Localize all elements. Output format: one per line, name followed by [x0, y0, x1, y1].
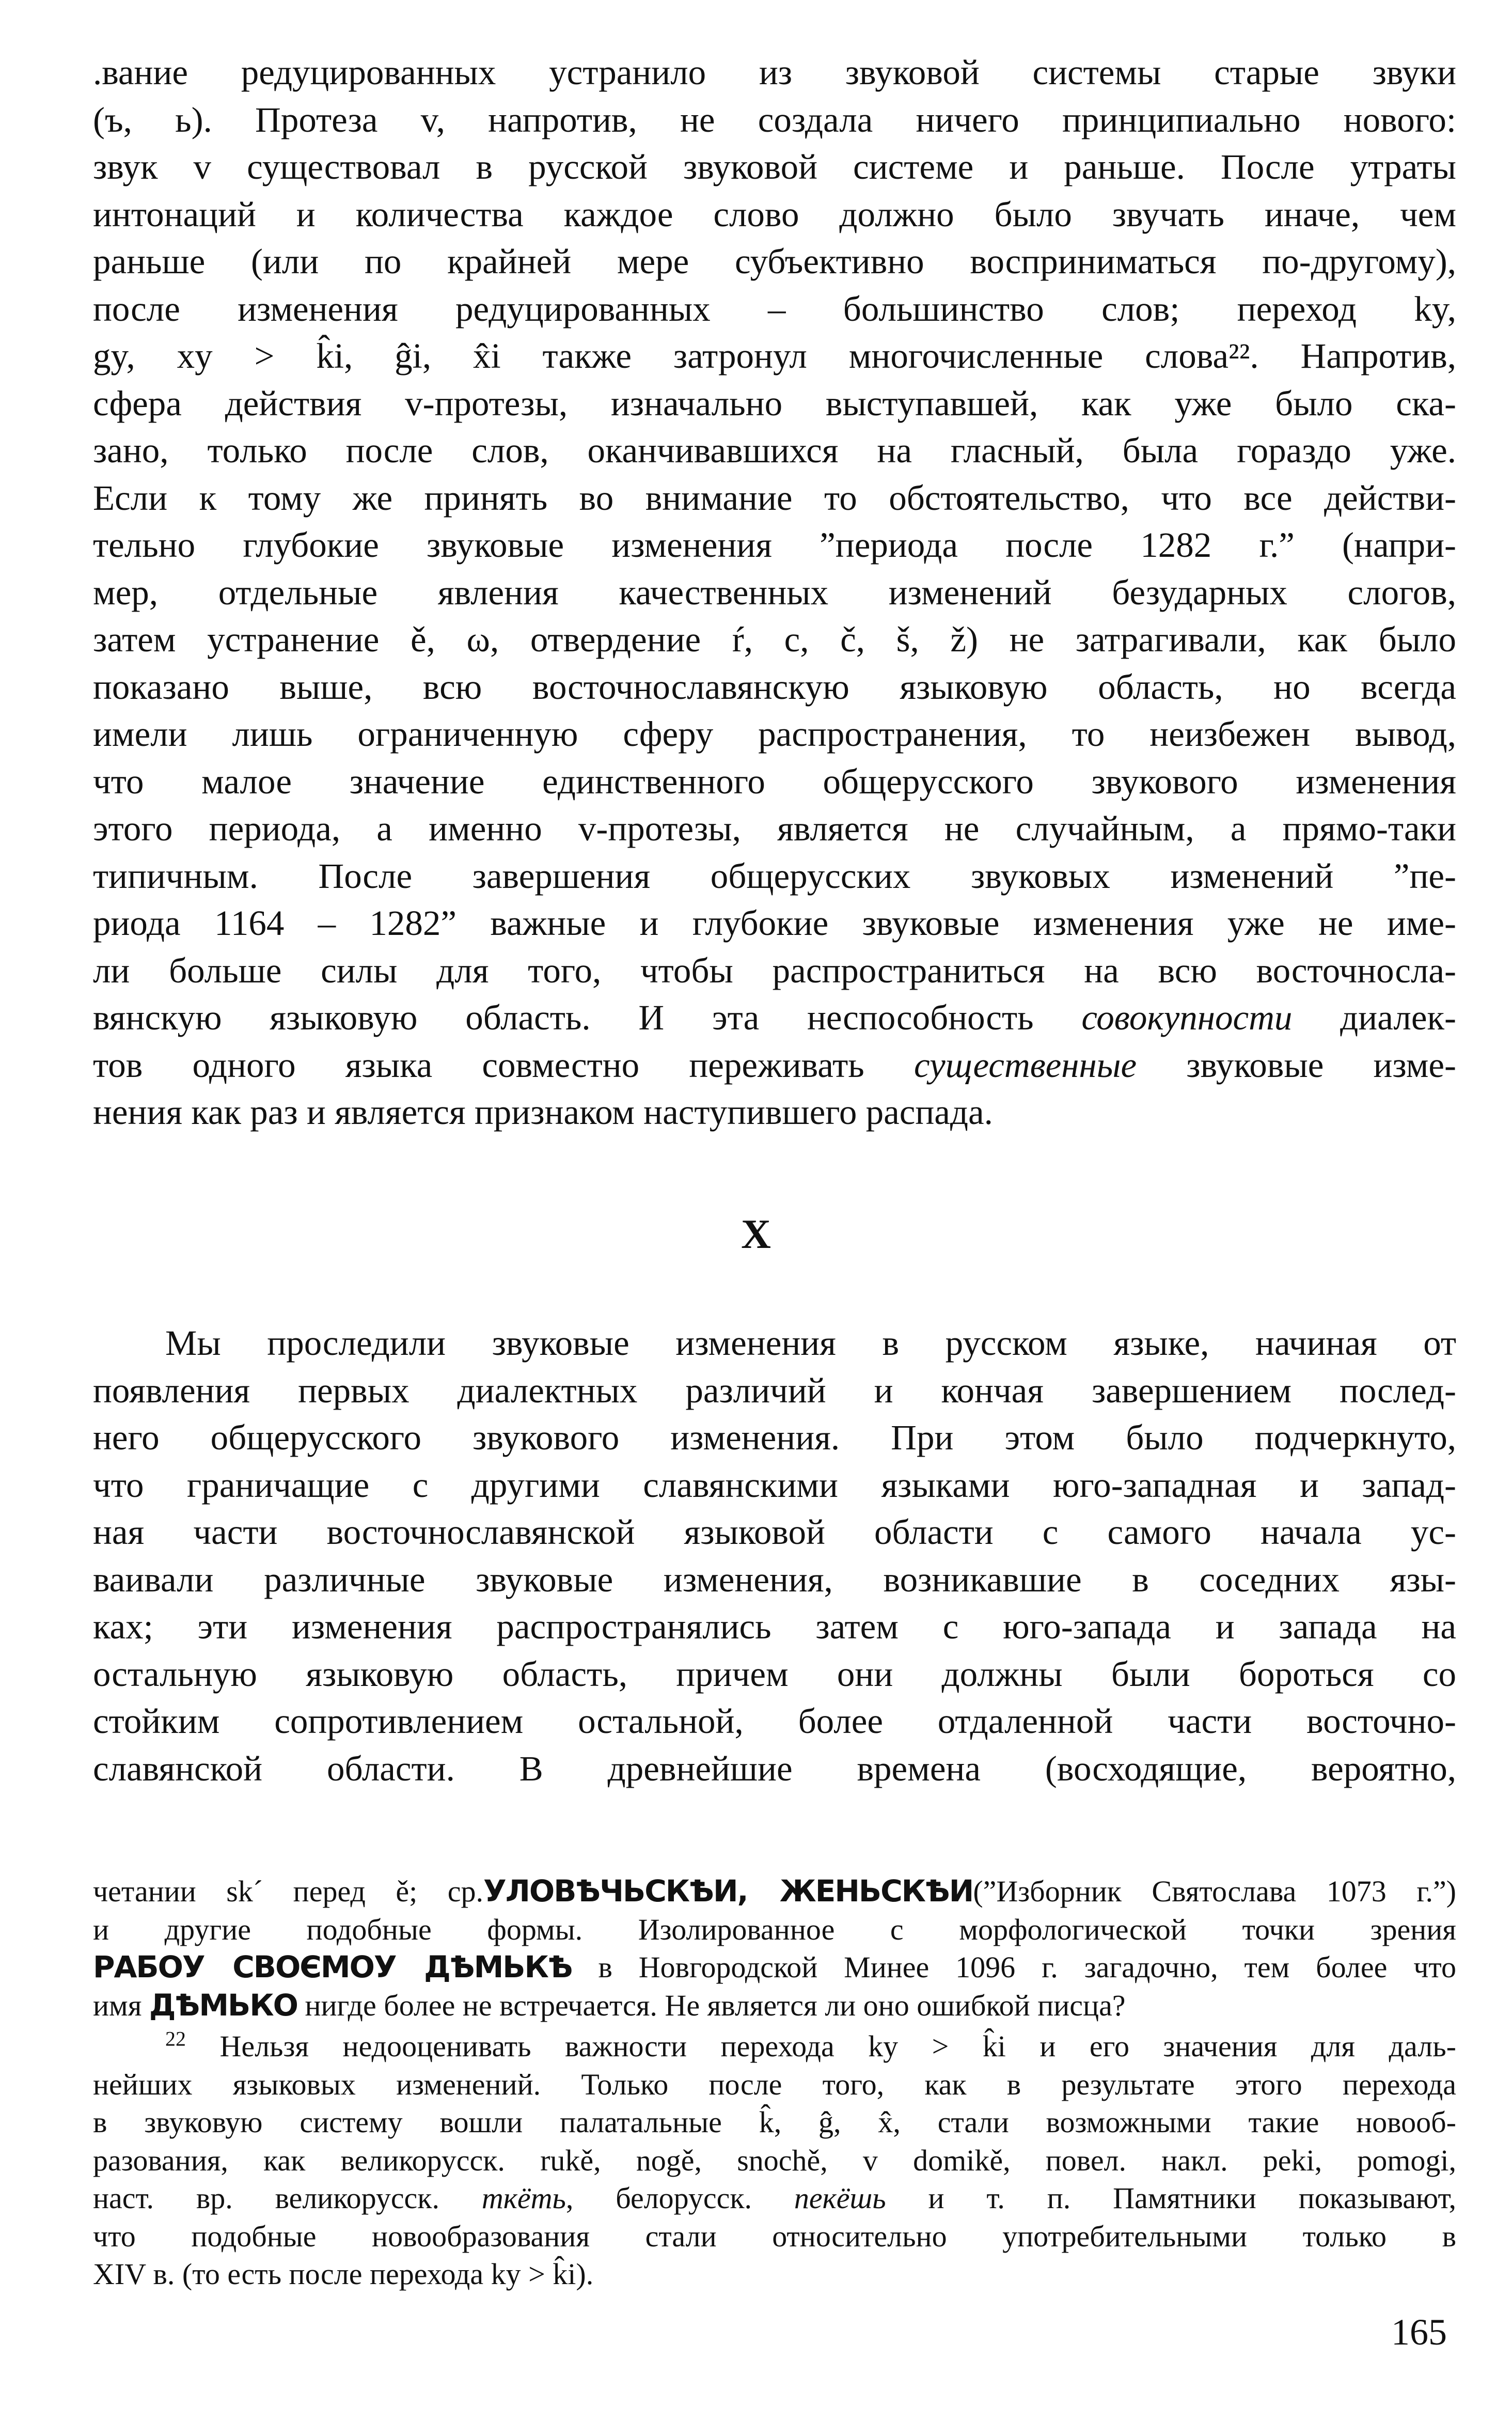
text-line: ках; эти изменения распространялись затем с юго-запада и запада на	[93, 1607, 1456, 1646]
page-number: 165	[1391, 2311, 1447, 2353]
text-line	[93, 994, 1456, 1042]
text-line: ная части восточнославянской языковой области с самого начала ус-	[93, 1512, 1456, 1552]
footnote-line	[93, 2027, 1456, 2066]
text-line: появления первых диалектных различий и кончая завершением послед-	[93, 1370, 1456, 1410]
text-run: тов одного языка совместно переживать	[93, 1045, 914, 1085]
text-line: остальную языковую область, причем они должны были бороться со	[93, 1654, 1456, 1694]
text-line: .вание редуцированных устранило из звуковой системы старые звуки	[93, 53, 1456, 92]
text-line: типичным. После завершения общерусских звуковых изменений ”пе-	[93, 856, 1456, 896]
italic-term: пекёшь	[794, 2181, 886, 2215]
footnote-line	[93, 1872, 1456, 1911]
text-line	[93, 1042, 1456, 1089]
paragraph-bottom	[93, 1320, 1456, 1792]
text-line: показано выше, всю восточнославянскую языковую область, но всегда	[93, 667, 1456, 707]
church-slavonic-citation: ДѢМЬКО	[149, 1987, 297, 2023]
italic-term: ткёть	[481, 2181, 566, 2215]
text-run: нигде более не встречается. Не является ли оно ошибкой писца?	[297, 1988, 1126, 2022]
text-line: что малое значение единственного общерусского звукового изменения	[93, 761, 1456, 801]
footnote-line	[93, 1987, 1456, 2025]
text-line: стойким сопротивлением остальной, более отдаленной части восточно-	[93, 1701, 1456, 1741]
footnote-line: XIV в. (то есть после перехода ky > k̂i).	[93, 2257, 594, 2291]
text-run: Нельзя недооценивать важности перехода ky > k̂i и его значения для даль-	[186, 2029, 1456, 2063]
footnote-line: и другие подобные формы. Изолированное с морфологической точки зрения	[93, 1912, 1456, 1946]
text-line: (ъ, ь). Протеза v, напротив, не создала ничего принципиально нового:	[93, 100, 1456, 139]
text-line: Мы проследили звуковые изменения в русском языке, начиная от	[165, 1323, 1456, 1363]
church-slavonic-citation: РАБОУ СВОЄМОУ ДѢМЬКѢ	[93, 1949, 572, 1985]
text-line: сфера действия v-протезы, изначально выступавшей, как уже было ска-	[93, 383, 1456, 423]
text-run: и т. п. Памятники показывают,	[886, 2181, 1456, 2215]
church-slavonic-citation: УЛОВѢЧЬСКѢИ, ЖЕНЬСКѢИ	[483, 1873, 973, 1909]
footnote-line: разования, как великорусск. rukě, nogě, snochě, v domikě, повел. накл. peki, pomogi,	[93, 2143, 1456, 2177]
footnote-marker: 22	[165, 2027, 186, 2051]
text-run: имя	[93, 1988, 149, 2022]
text-line: ли больше силы для того, чтобы распространиться на всю восточносла-	[93, 950, 1456, 990]
text-line: зано, только после слов, оканчивавшихся на гласный, была гораздо уже.	[93, 431, 1456, 470]
text-line: тельно глубокие звуковые изменения ”периода после 1282 г.” (напри-	[93, 525, 1456, 565]
footnote-line	[93, 2179, 1456, 2217]
italic-term: существенные	[914, 1045, 1137, 1085]
text-line: этого периода, а именно v-протезы, является не случайным, а прямо-таки	[93, 809, 1456, 848]
italic-term: совокупности	[1081, 998, 1293, 1037]
text-line: риода 1164 – 1282” важные и глубокие звуковые изменения уже не име-	[93, 903, 1456, 943]
text-run: вянскую языковую область. И эта неспособность	[93, 998, 1082, 1037]
text-run: четании sk´ перед ě; ср.	[93, 1874, 484, 1908]
text-line: мер, отдельные явления качественных изменений безударных слогов,	[93, 572, 1456, 612]
text-line: затем устранение ě, ω, отвердение ŕ, c, č, š, ž) не затрагивали, как было	[93, 620, 1456, 659]
text-run: (”Изборник Святослава 1073 г.”)	[973, 1874, 1456, 1908]
text-run: звуковые изме-	[1137, 1045, 1456, 1085]
text-line: gy, xy > k̂i, ĝi, x̂i также затронул многочисленные слова²². Напротив,	[93, 336, 1456, 376]
text-line: него общерусского звукового изменения. При этом было подчеркнуто,	[93, 1418, 1456, 1457]
footnote-line: что подобные новообразования стали относительно употребительными только в	[93, 2219, 1456, 2253]
text-run: в Новгородской Минее 1096 г. загадочно, тем более что	[572, 1950, 1456, 1984]
paragraph-top	[93, 49, 1456, 1136]
footnote-22	[93, 2027, 1456, 2293]
text-line: славянской области. В древнейшие времена (восходящие, вероятно,	[93, 1748, 1456, 1788]
text-line: интонаций и количества каждое слово должно было звучать иначе, чем	[93, 194, 1456, 234]
text-run: диалек-	[1292, 998, 1456, 1037]
footnote-line: в звуковую систему вошли палатальные k̂, ĝ, x̂, стали возможными такие новооб-	[93, 2105, 1456, 2139]
text-line: звук v существовал в русской звуковой системе и раньше. После утраты	[93, 147, 1456, 186]
text-line: нения как раз и является признаком наступившего распада.	[93, 1092, 993, 1132]
text-line: что граничащие с другими славянскими языками юго-западная и запад-	[93, 1465, 1456, 1505]
section-heading: X	[741, 1212, 771, 1257]
footnote-line	[93, 1948, 1456, 1987]
text-run: наст. вр. великорусск.	[93, 2181, 482, 2215]
text-line: имели лишь ограниченную сферу распространения, то неизбежен вывод,	[93, 714, 1456, 754]
text-run: , белорусск.	[565, 2181, 794, 2215]
footnote-continued	[93, 1872, 1456, 2024]
text-line: после изменения редуцированных – большинство слов; переход ky,	[93, 289, 1456, 329]
text-line: ваивали различные звуковые изменения, возникавшие в соседних язы-	[93, 1559, 1456, 1599]
text-line: раньше (или по крайней мере субъективно восприниматься по-другому),	[93, 242, 1456, 281]
footnote-line: нейших языковых изменений. Только после того, как в результате этого перехода	[93, 2067, 1456, 2101]
text-line: Если к тому же принять во внимание то обстоятельство, что все действи-	[93, 478, 1456, 518]
